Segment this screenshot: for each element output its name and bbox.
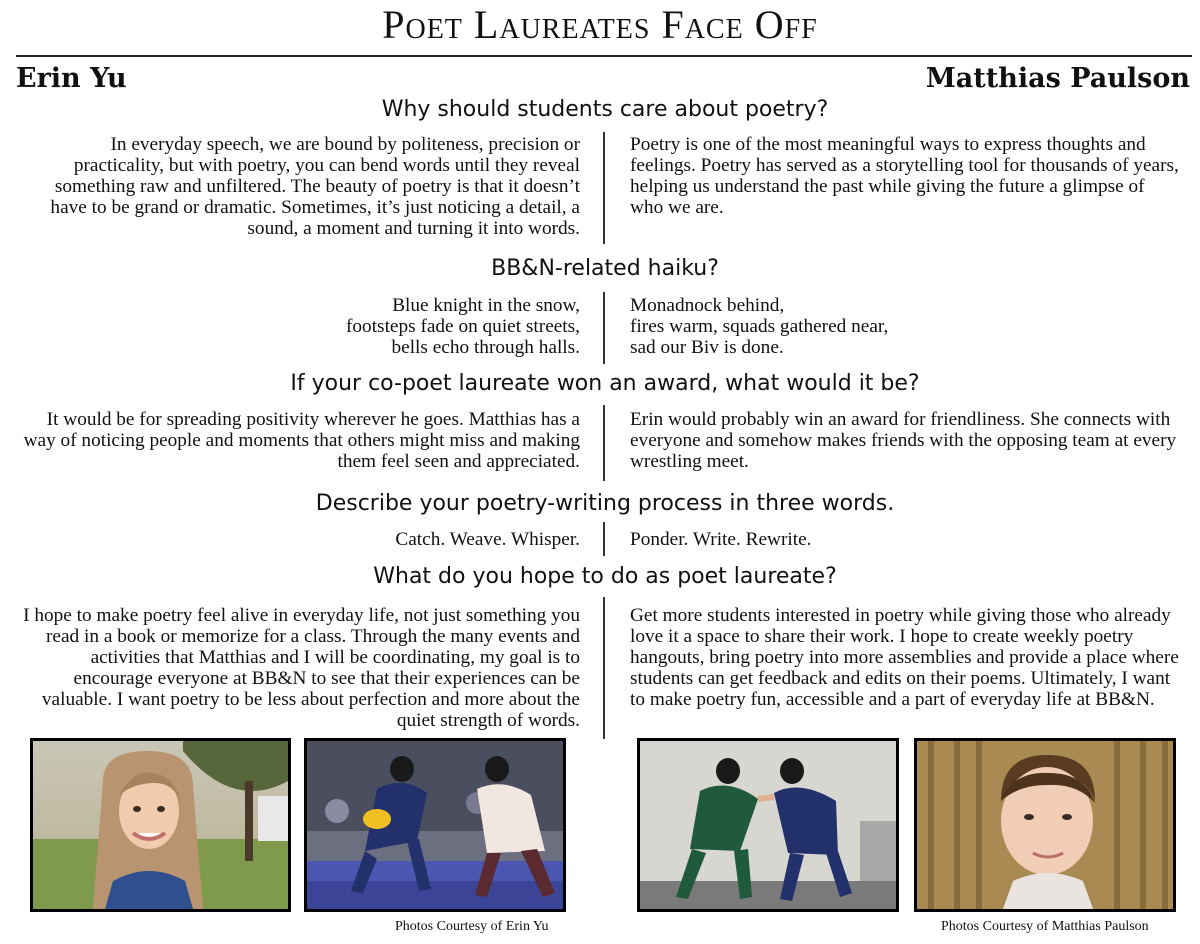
name-right: Matthias Paulson [925, 63, 1190, 94]
divider [603, 597, 605, 739]
divider [603, 292, 605, 364]
divider [603, 405, 605, 481]
answer-2-left: Blue knight in the snow, footsteps fade on quiet streets, bells echo through halls. [346, 295, 580, 358]
answer-3-left: It would be for spreading positivity wherever he goes. Matthias has a way of noticing people and moments that others might miss and making them feel seen and appreciated. [23, 409, 580, 472]
photo-credit-left: Photos Courtesy of Erin Yu [395, 919, 549, 934]
question-2: BB&N-related haiku? [491, 256, 719, 281]
answer-4-left: Catch. Weave. Whisper. [395, 529, 580, 550]
title-rule [16, 55, 1192, 57]
answer-2-right: Monadnock behind, fires warm, squads gathered near, sad our Biv is done. [630, 295, 889, 358]
photo-erin-wrestling [304, 738, 566, 912]
name-left: Erin Yu [16, 63, 127, 94]
wrestling-illustration [640, 741, 896, 909]
page-title: Poet Laureates Face Off [382, 2, 818, 47]
question-3: If your co-poet laureate won an award, what would it be? [290, 371, 920, 396]
photo-credit-right: Photos Courtesy of Matthias Paulson [941, 919, 1149, 934]
question-1: Why should students care about poetry? [381, 97, 829, 122]
answer-4-right: Ponder. Write. Rewrite. [630, 529, 812, 550]
question-5: What do you hope to do as poet laureate? [373, 564, 837, 589]
photo-matthias-wrestling [637, 738, 899, 912]
answer-1-right: Poetry is one of the most meaningful ways to express thoughts and feelings. Poetry has served as a storytelling tool for thousands of years, helping us understand the past while giving the future a glimpse of who we are. [630, 134, 1179, 218]
photo-erin-portrait [30, 738, 291, 912]
answer-1-left: In everyday speech, we are bound by politeness, precision or practicality, but with poetry, you can bend words until they reveal something raw and unfiltered. The beauty of poetry is that it doesn’t have to be grand or dramatic. Sometimes, it’s just noticing a detail, a sound, a moment and turning it into words. [50, 134, 580, 239]
answer-5-left: I hope to make poetry feel alive in everyday life, not just something you read in a book or memorize for a class. Through the many events and activities that Matthias and I will be coordinating, my goal is to encourage everyone at BB&N to see that their experiences can be valuable. I want poetry to be less about perfection and more about the quiet strength of words. [23, 605, 580, 731]
portrait-illustration [33, 741, 288, 909]
photo-matthias-portrait [914, 738, 1176, 912]
question-4: Describe your poetry-writing process in three words. [315, 491, 895, 516]
portrait-illustration [917, 741, 1173, 909]
answer-3-right: Erin would probably win an award for friendliness. She connects with everyone and somehow makes friends with the opposing team at every wrestling meet. [630, 409, 1177, 472]
answer-5-right: Get more students interested in poetry while giving those who already love it a space to share their work. I hope to create weekly poetry hangouts, bring poetry into more assemblies and provide a place where students can get feedback and edits on their poems. Ultimately, I want to make poetry fun, accessible and a part of everyday life at BB&N. [630, 605, 1179, 710]
divider [603, 132, 605, 244]
divider [603, 522, 605, 556]
wrestling-illustration [307, 741, 563, 909]
